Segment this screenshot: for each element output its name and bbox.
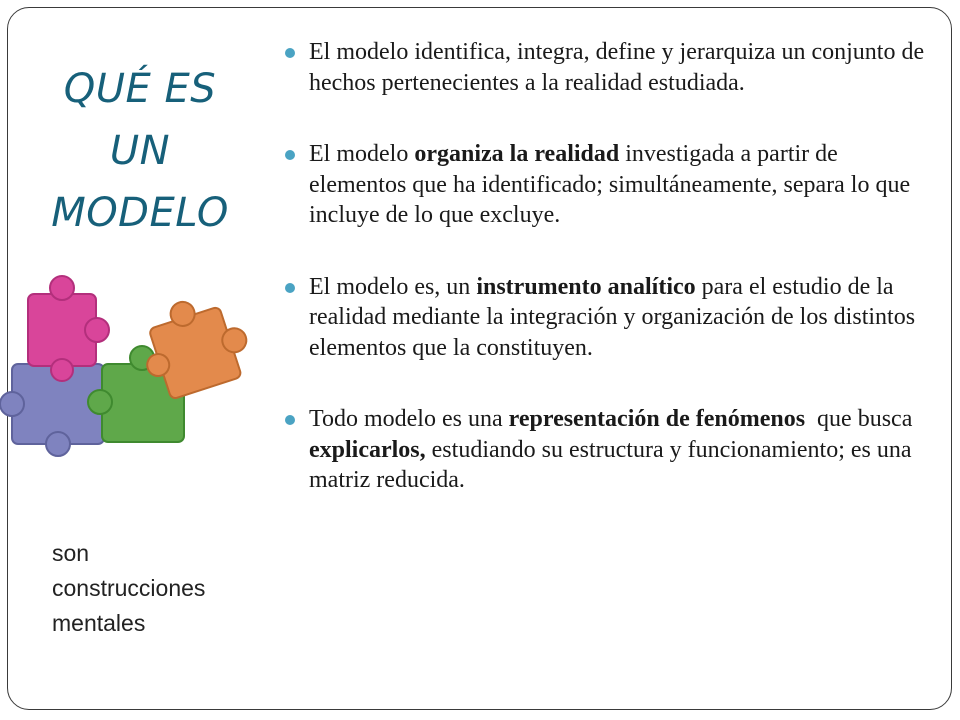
bullet-text: que busca [805,406,919,432]
bullet-text: investigada a partir de elementos que ha identificado; simultáneamente, separa lo que incluye de lo que excluye. [309,141,911,228]
bullet-item-organiza [285,139,935,231]
bullet-item-instrumento [285,272,935,364]
title-line-2: UN [109,128,171,174]
bullet-list [285,37,935,537]
title-line-3: MODELO [51,190,229,236]
slide-title [20,58,260,244]
title-line-1: QUÉ ES [63,66,217,112]
blue-puzzle-piece [0,364,104,456]
side-note-line-3: mentales [52,610,146,636]
bullet-emphasis: explicarlos, [309,436,426,463]
bullet-item-identifica [285,37,935,98]
bullet-emphasis: instrumento analítico [476,273,696,300]
bullet-text: El modelo identifica, integra, define y jerarquiza un conjunto de hechos pertenecientes a la realidad estudiada. [309,39,925,96]
bullet-text: El modelo es, un [309,273,477,300]
bullet-text: estudiando su estructura y funcionamiento; es una matriz reducida. [309,436,912,493]
side-note-line-2: construcciones [52,575,206,601]
bullet-emphasis: representación de fenómenos [508,406,806,432]
bullet-emphasis: organiza la realidad [414,141,620,167]
bullet-item-representacion [285,404,935,496]
bullet-text: para el estudio de la realidad mediante la integración y organización de los distintos elementos que la constituyen. [309,273,916,361]
side-note [52,536,252,641]
bullet-text: Todo modelo es una [309,406,509,432]
bullet-text: El modelo [309,141,415,167]
puzzle-pieces-icon [0,272,260,462]
side-note-line-1: son [52,540,90,566]
